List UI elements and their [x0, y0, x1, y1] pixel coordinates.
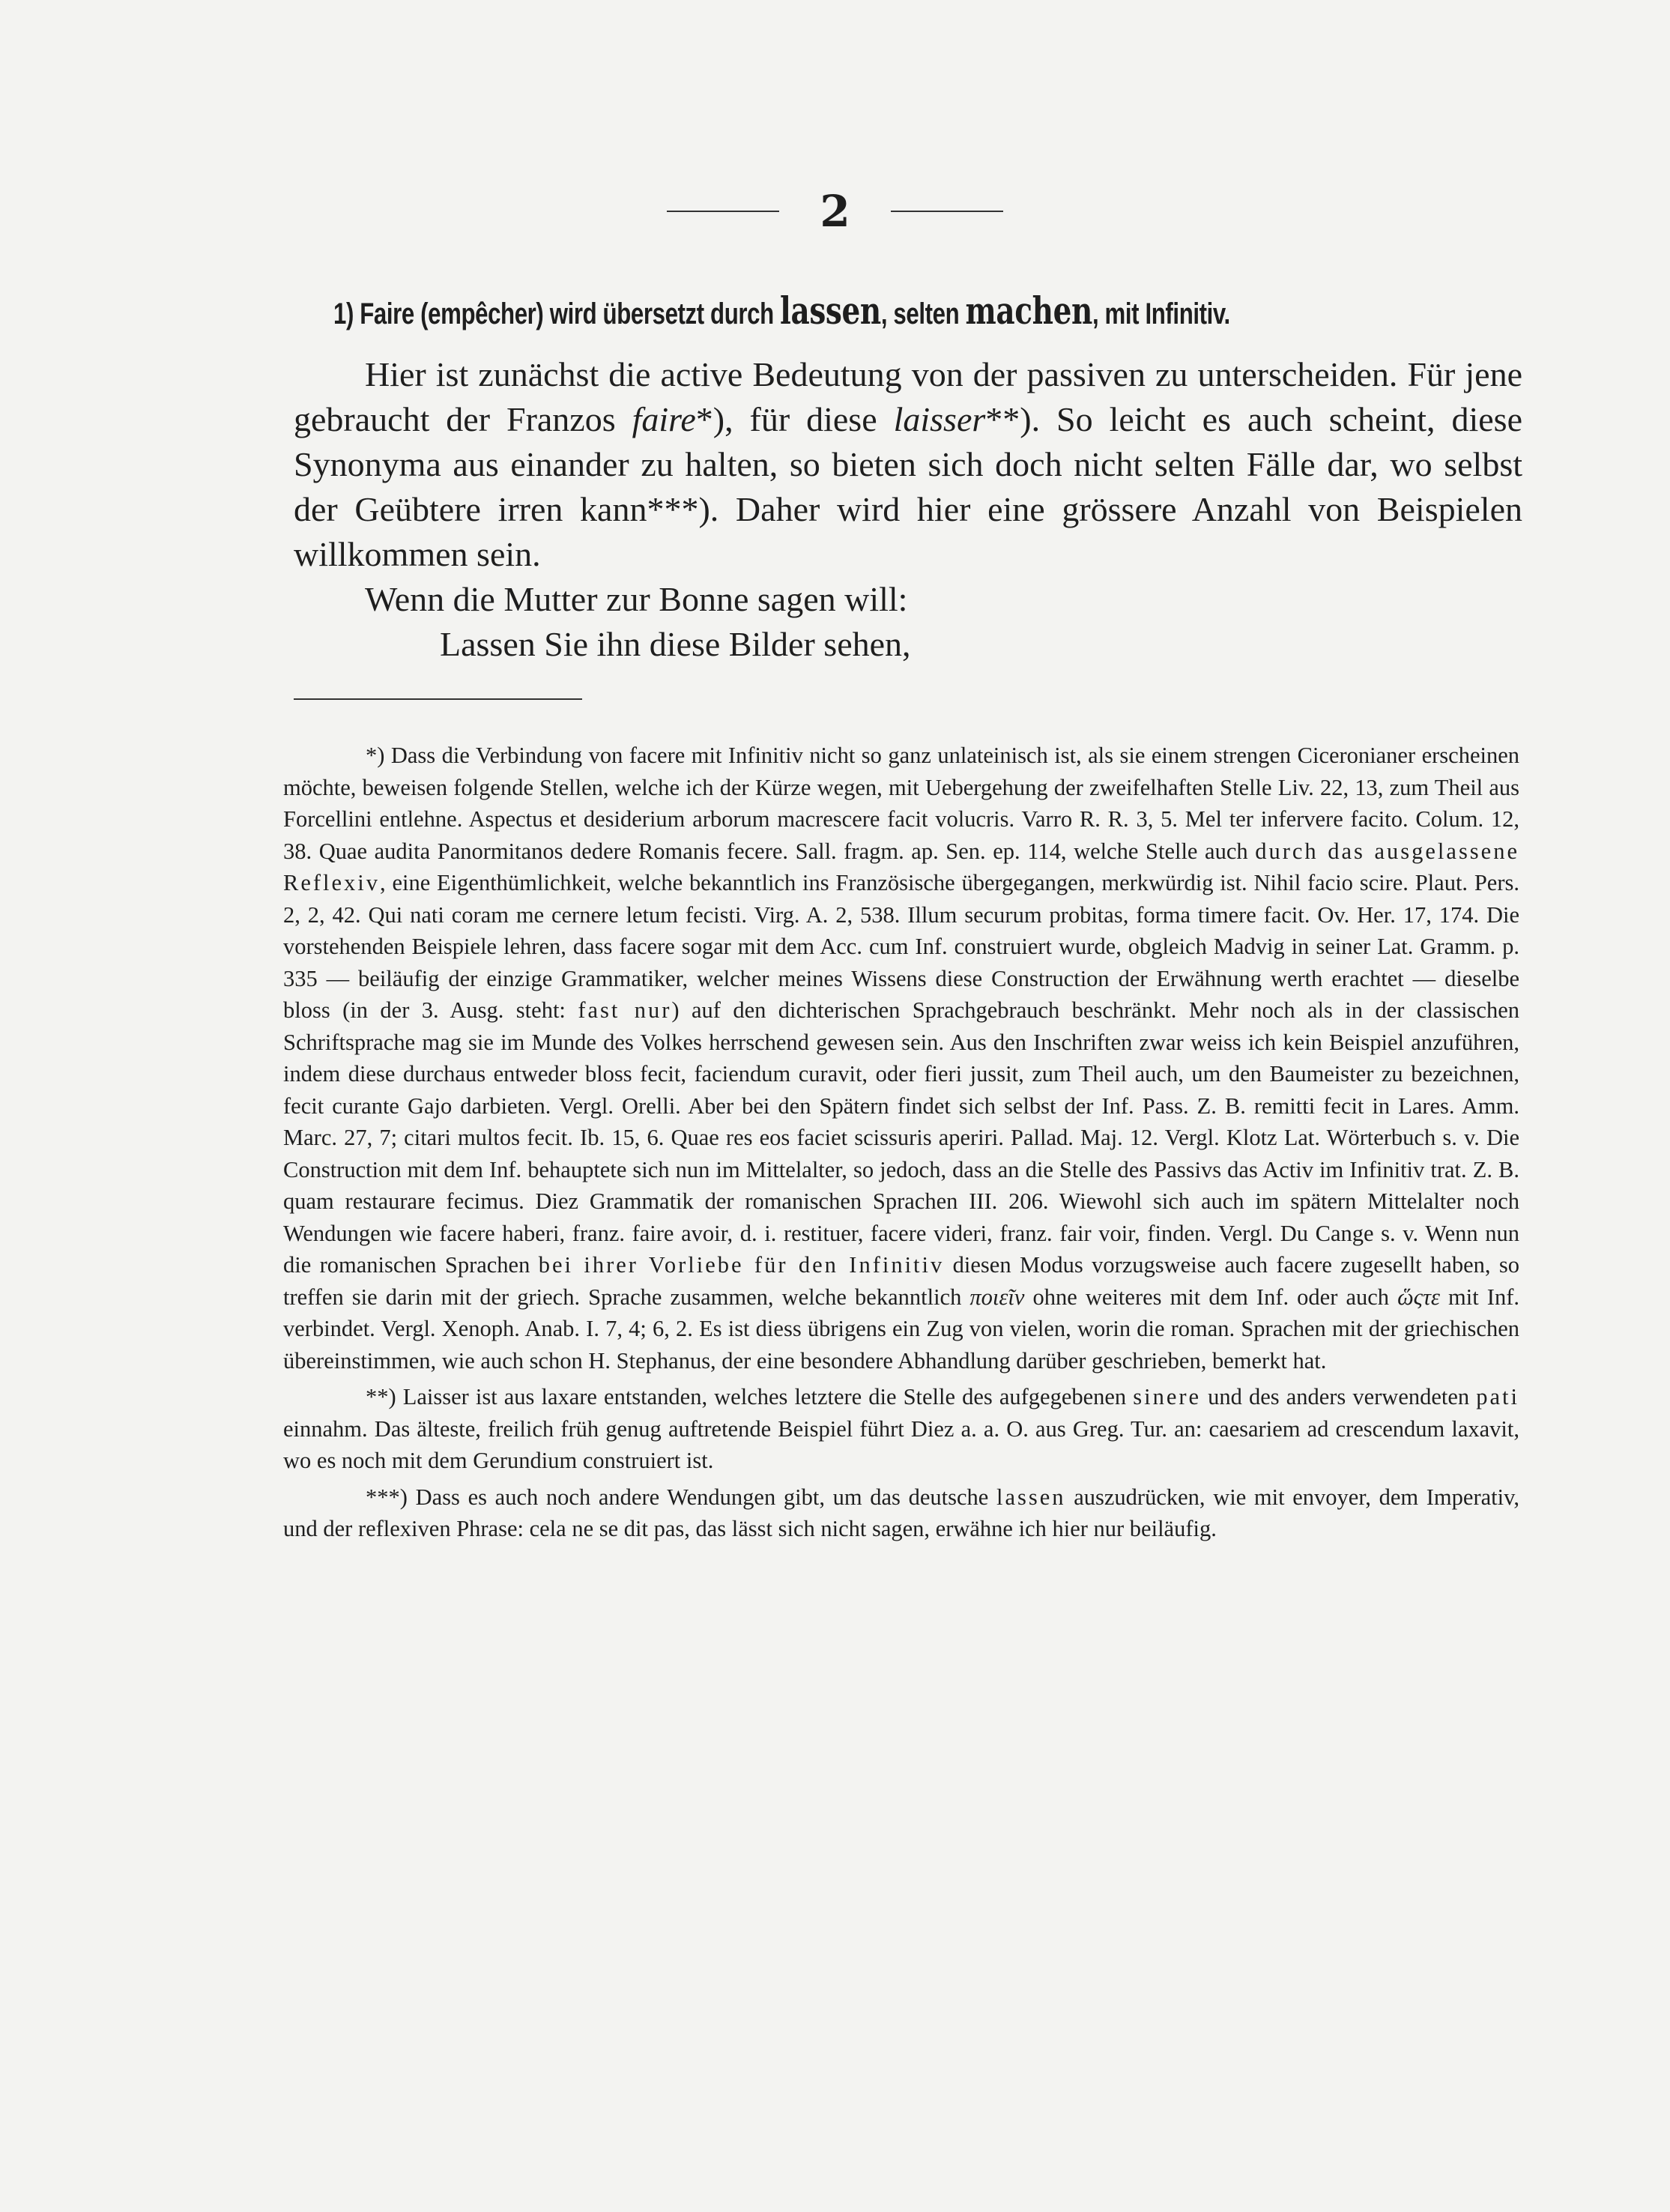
- footnotes: [283, 740, 1519, 1545]
- fn1-spaced-1: durch das ausgelassene Reflexiv: [283, 838, 1520, 895]
- fn2-text-b: und des anders verwendeten: [1201, 1384, 1477, 1409]
- footnote-1: [283, 740, 1519, 1377]
- body-text: [294, 352, 1522, 667]
- fn3-spaced-1: lassen: [996, 1484, 1066, 1510]
- body-paragraph-1: [294, 352, 1522, 577]
- fn3-text-a: ***) Dass es auch noch andere Wendungen gibt, um das deutsche: [366, 1484, 996, 1510]
- fn1-text-a: *) Dass die Verbindung von facere mit Infinitiv nicht so ganz unlateinisch ist, als sie einem strengen Ciceronianer erscheinen möchte, beweisen folgende Stellen, welche ich der Kürze wegen, mit Uebergehung der zweifelhaften Stelle Liv. 22, 13, zum Theil aus Forcellini entlehne. Aspectus et desiderium arborum macrescere facit volucris. Varro R. R. 3, 5. Mel ter infervere facito. Colum. 12, 38. Quae audita Panormitanos dedere Romanis fecere. Sall. fragm. ap. Sen. ep. 114, welche Stelle auch: [283, 743, 1519, 864]
- footnote-separator: [294, 698, 582, 700]
- page-number: 2: [820, 186, 850, 237]
- fn1-spaced-3: bei ihrer Vorliebe für den Infinitiv: [538, 1252, 945, 1278]
- fn3-text-b: auszudrücken, wie mit envoyer, dem Imperativ, und der reflexiven Phrase: cela ne se dit pas, das lässt sich nicht sagen, erwähne ich hier nur beiläufig.: [283, 1484, 1519, 1541]
- body-paragraph-2: Wenn die Mutter zur Bonne sagen will:: [365, 580, 908, 618]
- page-header: [0, 186, 1670, 238]
- fn2-spaced-1: sinere: [1133, 1384, 1202, 1409]
- fn1-text-c: ) auf den dichterischen Sprachgebrauch beschränkt. Mehr noch als in der classischen Schriftsprache mag sie im Munde des Volkes herrschend gewesen sein. Aus den Inschriften zwar weiss ich kein Beispiel anzuführen, indem diese durchaus entweder bloss fecit, faciendum curavit, oder fieri jussit, zum Theil auch, um den Baumeister zu bezeichnen, fecit curante Gajo darbieten. Vergl. Orelli. Aber bei den Spätern findet sich selbst der Inf. Pass. Z. B. remitti fecit in Lares. Amm. Marc. 27, 7; citari multos fecit. Ib. 15, 6. Quae res eos faciet scissuris aperiri. Pallad. Maj. 12. Vergl. Klotz Lat. Wörterbuch s. v. Die Construction mit dem Inf. behauptete sich nun im Mittelalter, so jedoch, dass an die Stelle des Passivs das Activ im Infinitiv trat. Z. B. quam restaurare fecimus. Diez Grammatik der romanischen Sprachen III. 206. Wiewohl sich auch im spätern Mittelalter noch Wendungen wie facere haberi, franz. faire avoir, d. i. restituer, facere videri, franz. fair voir, finden. Vergl. Du Cange s. v. Wenn nun die romanischen Sprachen: [283, 997, 1519, 1278]
- heading-text-3: , mit Infinitiv.: [1092, 297, 1230, 330]
- heading-word-lassen: lassen: [780, 288, 881, 333]
- fn1-text-e: ohne weiteres mit dem Inf. oder auch: [1024, 1284, 1398, 1310]
- body-p1-text-b: *), für diese: [695, 400, 894, 438]
- body-p1-text-a: Hier ist zunächst die active Bedeutung von der passiven zu unterscheiden. Für jene gebraucht der Franzos: [294, 355, 1522, 438]
- body-word-laisser: laisser: [893, 400, 986, 438]
- header-rule-right: [891, 211, 1003, 212]
- section-heading: [333, 288, 1251, 333]
- fn1-text-b: , eine Eigenthümlichkeit, welche bekanntlich ins Französische übergegangen, merkwürdig ist. Nihil facio scire. Plaut. Pers. 2, 2, 42. Qui nati coram me cernere letum fecisti. Virg. A. 2, 538. Illum securum probitas, forma timere facit. Ov. Her. 17, 174. Die vorstehenden Beispiele lehren, dass facere sogar mit dem Acc. cum Inf. construiert wurde, obgleich Madvig in seiner Lat. Gramm. p. 335 — beiläufig der einzige Grammatiker, welcher meines Wissens diese Construction der Erwähnung werth erachtet — dieselbe bloss (in der 3. Ausg. steht:: [283, 870, 1519, 1023]
- fn1-text-f: mit Inf. verbindet. Vergl. Xenoph. Anab. I. 7, 4; 6, 2. Es ist diess übrigens ein Zug von vielen, worin die roman. Sprachen mit der griechischen übereinstimmen, wie auch schon H. Stephanus, der eine besondere Abhandlung darüber geschrieben, bemerkt hat.: [283, 1284, 1519, 1374]
- body-word-faire: faire: [632, 400, 696, 438]
- footnote-2: [283, 1381, 1519, 1477]
- fn2-text-a: **) Laisser ist aus laxare entstanden, welches letztere die Stelle des aufgegebenen: [366, 1384, 1134, 1409]
- fn1-text-d: diesen Modus vorzugsweise auch facere zugesellt haben, so treffen sie darin mit der griech. Sprache zusammen, welche bekanntlich: [283, 1252, 1519, 1310]
- fn2-spaced-2: pati: [1476, 1384, 1519, 1409]
- fn2-text-c: einnahm. Das älteste, freilich früh genug auftretende Beispiel führt Diez a. a. O. aus Greg. Tur. an: caesariem ad crescendum laxavit, wo es noch mit dem Gerundium construiert ist.: [283, 1415, 1519, 1473]
- fn1-spaced-2: fast nur: [578, 997, 672, 1023]
- fn1-greek-poiein: ποιεῖν: [969, 1284, 1025, 1310]
- heading-text-1: 1) Faire (empêcher) wird übersetzt durch: [333, 297, 781, 330]
- footnote-3: [283, 1481, 1519, 1545]
- header-rule-left: [667, 211, 779, 212]
- body-p1-text-c: **). So leicht es auch scheint, diese Synonyma aus einander zu halten, so bieten sich doch nicht selten Fälle dar, wo selbst der Geübtere irren kann***). Daher wird hier eine grössere Anzahl von Beispielen willkommen sein.: [294, 400, 1522, 573]
- heading-text-2: , selten: [880, 297, 966, 330]
- heading-word-machen: machen: [965, 288, 1093, 333]
- fn1-greek-hoste: ὥςτε: [1397, 1284, 1440, 1310]
- body-quote: Lassen Sie ihn diese Bilder sehen,: [440, 625, 911, 663]
